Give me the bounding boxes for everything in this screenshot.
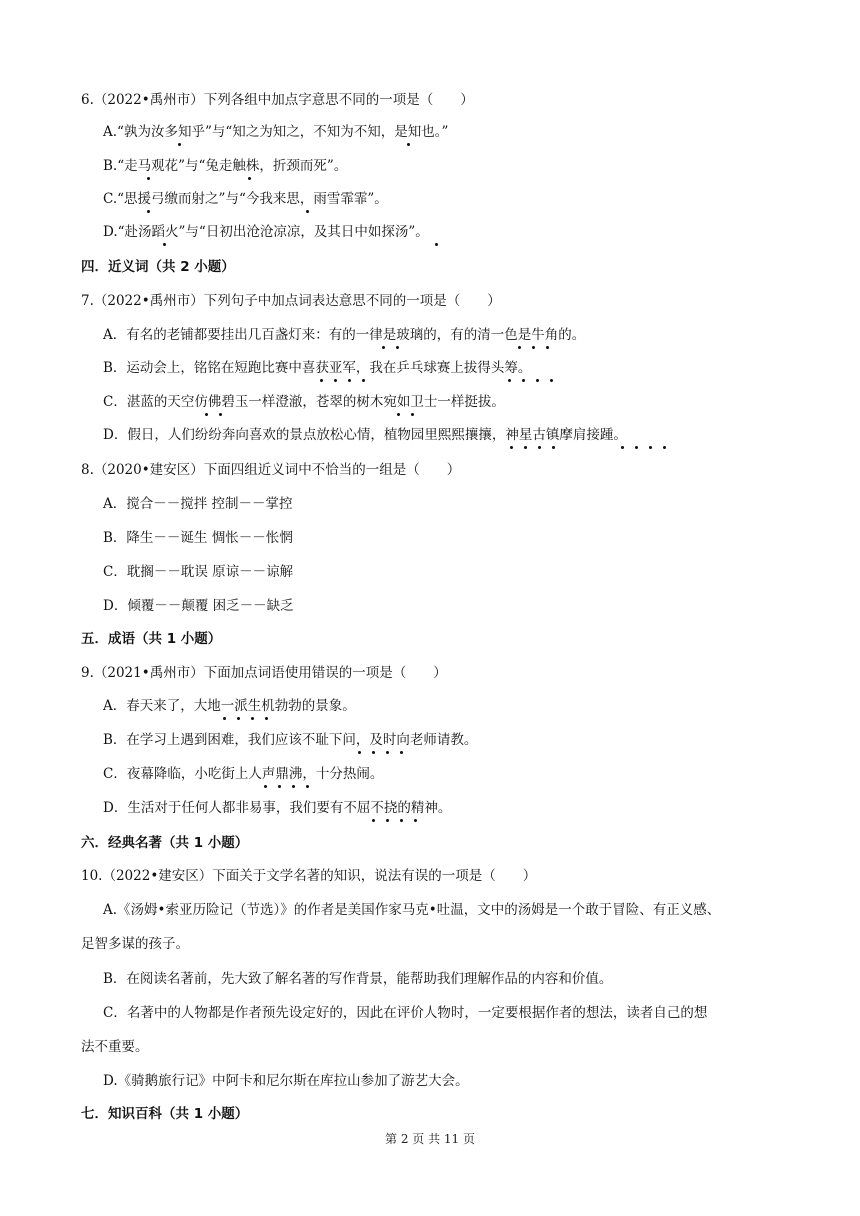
emphasis-dot xyxy=(219,413,222,416)
emphasis-dot xyxy=(147,210,150,213)
emphasis-dot xyxy=(178,143,181,146)
question-10-option-c-line1: C．名著中的人物都是作者预先设定好的，因此在评价人物时，一定要根据作者的想法，读者自己的想 xyxy=(103,1005,708,1021)
question-9-stem: 9.（2021•禹州市）下面加点词语使用错误的一项是（ ） xyxy=(81,665,447,681)
emphasis-dot xyxy=(538,446,541,449)
emphasis-dot xyxy=(334,379,337,382)
question-7-option-c: C．湛蓝的天空仿佛碧玉一样澄澈，苍翠的树木宛如卫士一样挺拔。 xyxy=(103,394,505,410)
question-8-option-c: C．耽搁－－耽误 原谅－－谅解 xyxy=(103,564,294,580)
section-heading-5: 五．成语（共 1 小题） xyxy=(81,631,222,647)
question-9-option-c: C．夜幕降临，小吃街上人声鼎沸，十分热闹。 xyxy=(103,766,384,782)
question-8-option-b: B．降生－－诞生 惆怅－－怅惘 xyxy=(103,530,293,546)
question-9-option-d: D．生活对于任何人都非易事，我们要有不屈不挠的精神。 xyxy=(103,800,452,816)
question-10-option-b: B．在阅读名著前，先大致了解名著的写作背景，能帮助我们理解作品的内容和价值。 xyxy=(103,971,613,987)
emphasis-dot xyxy=(663,446,666,449)
question-10-stem: 10.（2022•建安区）下面关于文学名著的知识，说法有误的一项是（ ） xyxy=(81,868,537,884)
section-heading-7: 七．知识百科（共 1 小题） xyxy=(81,1106,249,1122)
emphasis-dot xyxy=(205,413,208,416)
emphasis-dot xyxy=(248,177,251,180)
question-6-option-c: C.“思援弓缴而射之”与“今我来思，雨雪霏霏”。 xyxy=(103,191,388,207)
question-6-option-b: B.“走马观花”与“兔走触株，折颈而死”。 xyxy=(103,158,348,174)
question-10-option-c-line2: 法不重要。 xyxy=(81,1039,149,1055)
emphasis-dot xyxy=(386,819,389,822)
emphasis-dot xyxy=(396,346,399,349)
emphasis-dot xyxy=(382,346,385,349)
question-7-option-a: A．有名的老铺都要挂出几百盏灯来：有的一律是玻璃的，有的清一色是牛角的。 xyxy=(103,327,586,343)
emphasis-dot xyxy=(407,143,410,146)
emphasis-dot xyxy=(532,346,535,349)
emphasis-dot xyxy=(621,446,624,449)
emphasis-dot xyxy=(649,446,652,449)
emphasis-dot xyxy=(414,819,417,822)
question-7-option-d: D．假日，人们纷纷奔向喜欢的景点放松心情，植物园里熙熙攘攘，神星古镇摩肩接踵。 xyxy=(103,427,627,443)
question-6-option-d: D.“赴汤蹈火”与“日初出沧沧凉凉，及其日中如探汤”。 xyxy=(103,224,429,240)
emphasis-dot xyxy=(251,717,254,720)
emphasis-dot xyxy=(265,717,268,720)
emphasis-dot xyxy=(362,379,365,382)
emphasis-dot xyxy=(508,379,511,382)
question-8-option-d: D．倾覆－－颠覆 困乏－－缺乏 xyxy=(103,598,294,614)
question-7-stem: 7.（2022•禹州市）下列句子中加点词表达意思不同的一项是（ ） xyxy=(81,293,501,309)
emphasis-dot xyxy=(147,177,150,180)
emphasis-dot xyxy=(264,785,267,788)
emphasis-dot xyxy=(518,346,521,349)
question-10-option-d: D.《骑鹅旅行记》中阿卡和尼尔斯在库拉山参加了游艺大会。 xyxy=(103,1073,469,1089)
emphasis-dot xyxy=(163,243,166,246)
emphasis-dot xyxy=(320,379,323,382)
question-10-option-a-line1: A.《汤姆•索亚历险记（节选）》的作者是美国作家马克•吐温，文中的汤姆是一个敢于冒险、有正义感、 xyxy=(103,902,721,918)
emphasis-dot xyxy=(306,785,309,788)
question-6-stem: 6.（2022•禹州市）下列各组中加点字意思不同的一项是（ ） xyxy=(81,92,474,108)
question-8-option-a: A．搅合－－搅拌 控制－－掌控 xyxy=(103,496,293,512)
question-9-option-a: A．春天来了，大地一派生机勃勃的景象。 xyxy=(103,698,356,714)
emphasis-dot xyxy=(372,819,375,822)
question-10-option-a-line2: 足智多谋的孩子。 xyxy=(81,936,189,952)
emphasis-dot xyxy=(372,751,375,754)
emphasis-dot xyxy=(522,379,525,382)
question-8-stem: 8.（2020•建安区）下面四组近义词中不恰当的一组是（ ） xyxy=(81,462,461,478)
emphasis-dot xyxy=(411,413,414,416)
emphasis-dot xyxy=(223,717,226,720)
emphasis-dot xyxy=(510,446,513,449)
emphasis-dot xyxy=(397,413,400,416)
emphasis-dot xyxy=(237,717,240,720)
emphasis-dot xyxy=(306,210,309,213)
emphasis-dot xyxy=(550,379,553,382)
emphasis-dot xyxy=(386,751,389,754)
emphasis-dot xyxy=(348,379,351,382)
emphasis-dot xyxy=(400,751,403,754)
section-heading-6: 六．经典名著（共 1 小题） xyxy=(81,835,249,851)
emphasis-dot xyxy=(278,785,281,788)
question-7-option-b: B．运动会上，铭铭在短跑比赛中喜获亚军，我在乒乓球赛上拔得头筹。 xyxy=(103,360,532,376)
emphasis-dot xyxy=(292,785,295,788)
page-footer: 第 2 页 共 11 页 xyxy=(385,1132,475,1146)
emphasis-dot xyxy=(552,446,555,449)
emphasis-dot xyxy=(358,751,361,754)
emphasis-dot xyxy=(536,379,539,382)
emphasis-dot xyxy=(524,446,527,449)
emphasis-dot xyxy=(635,446,638,449)
question-6-option-a: A.“孰为汝多知乎”与“知之为知之，不知为不知，是知也。” xyxy=(103,124,449,140)
emphasis-dot xyxy=(546,346,549,349)
emphasis-dot xyxy=(400,819,403,822)
section-heading-4: 四．近义词（共 2 小题） xyxy=(81,259,235,275)
emphasis-dot xyxy=(435,243,438,246)
question-9-option-b: B．在学习上遇到困难，我们应该不耻下问，及时向老师请教。 xyxy=(103,732,478,748)
